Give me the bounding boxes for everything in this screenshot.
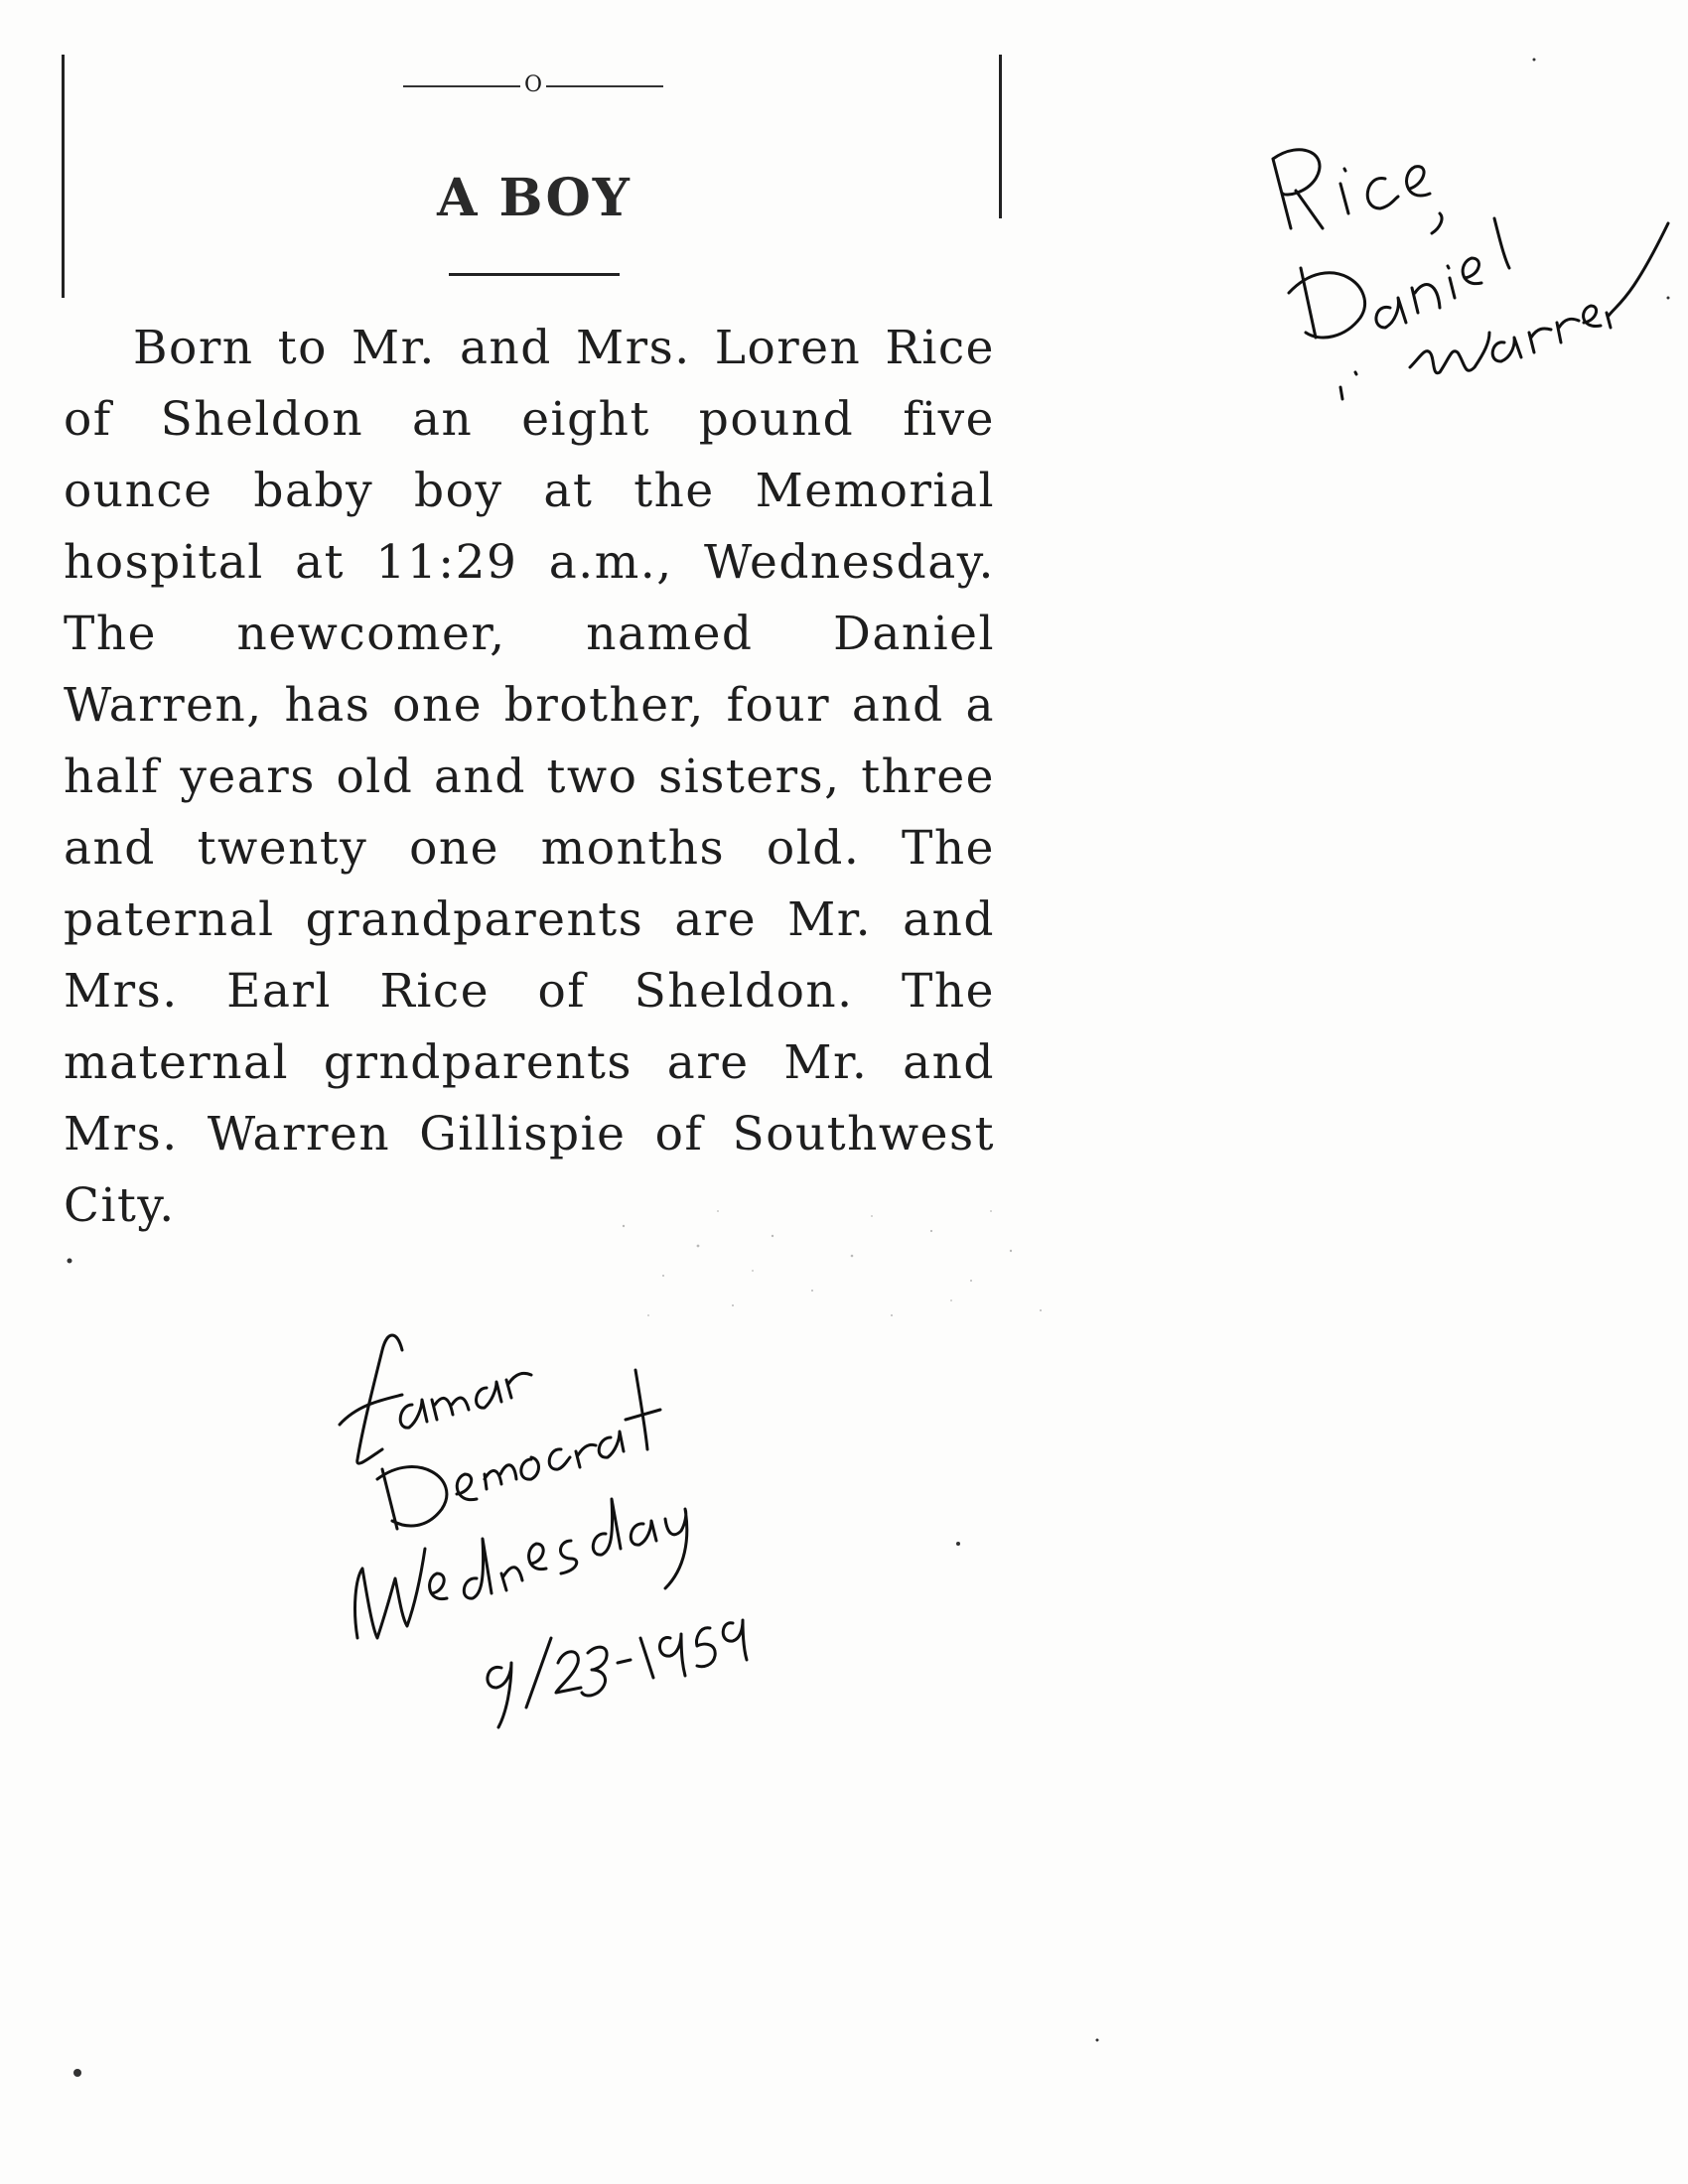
ornament-circle: O	[523, 72, 543, 97]
article-body-text: Born to Mr. and Mrs. Loren Rice of Sheldon an eight pound five ounce baby boy at the Memorial hospital at 11:29 a.m., Wednesday. The newcomer, named Daniel Warren, has one brother, four and a half years old and two sisters, three and twenty one months old. The paternal grandparents are Mr. and Mrs. Earl Rice of Sheldon. The maternal grndparents are Mr. and Mrs. Warren Gillispie of Southwest City.	[64, 321, 995, 1233]
headline: A BOY	[437, 168, 632, 228]
